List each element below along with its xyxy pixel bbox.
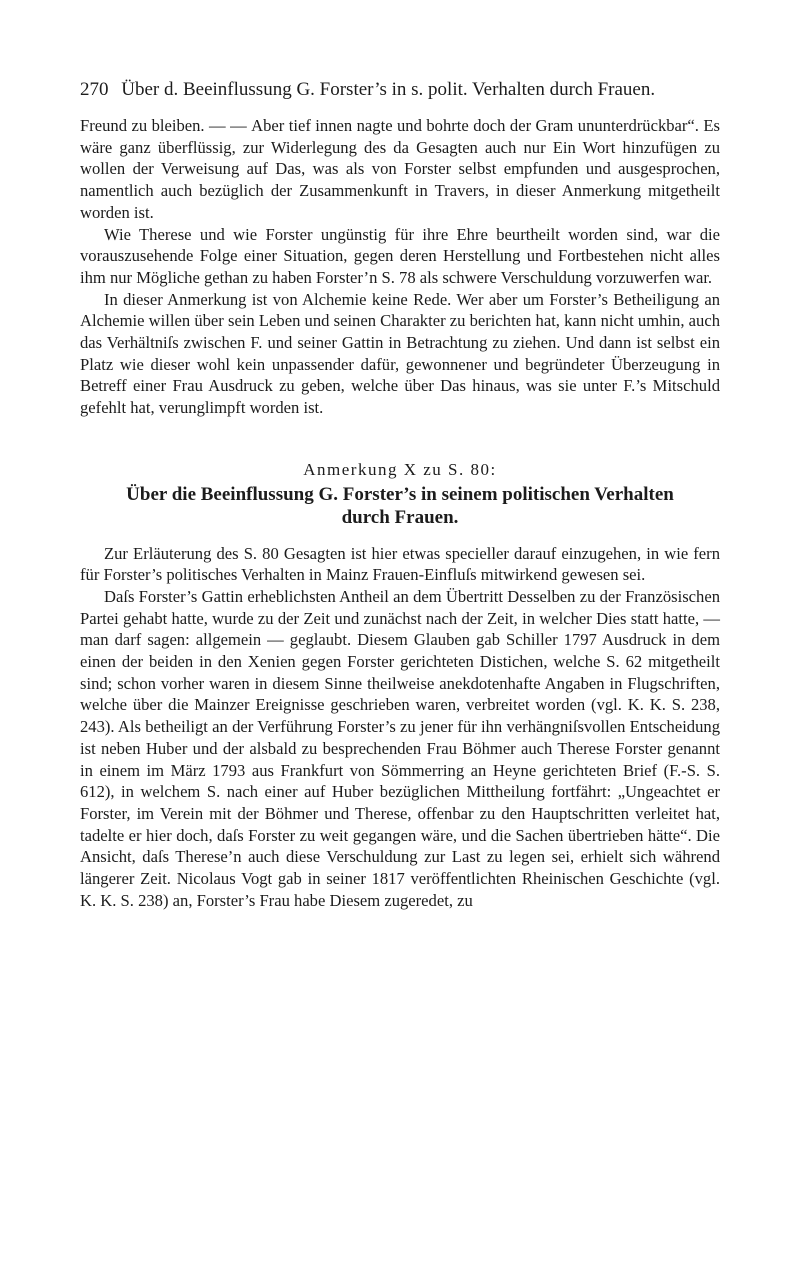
paragraph: In dieser Anmerkung ist von Alchemie keine Rede. Wer aber um Forster’s Betheiligung an Alchemie willen über sein Leben und seinen Charakter zu berichten hat, kann nicht umhin, auch das Verhältniſs zwischen F. und seiner Gattin in Betrachtung zu ziehen. Und dann ist selbst ein Platz wie dieser wohl kein unpassender dafür, gewonnener und begründeter Überzeugung in Betreff einer Frau Ausdruck zu geben, welche über Das hinaus, was sie unter F.’s Mitschuld gefehlt hat, verunglimpft worden ist. — [80, 289, 720, 418]
running-title: Über d. Beeinflussung G. Forster’s in s. polit. Verhalten durch Frauen. — [121, 79, 656, 100]
section-title-line-2: durch Frauen. — [341, 506, 459, 528]
body-text — [80, 115, 720, 912]
paragraph: Wie Therese und wie Forster ungünstig für ihre Ehre beurtheilt worden sind, war die vorauszusehende Folge einer Situation, gegen deren Herstellung und Fortbestehen nicht alles ihm nur Mögliche gethan zu haben Forster’n S. 78 als schwere Verschuldung vorzuwerfen war. — [80, 224, 720, 287]
section-title — [80, 483, 720, 529]
running-head — [80, 78, 720, 102]
page-number: 270 — [80, 79, 109, 100]
section-label: Anmerkung X zu S. 80: — [303, 459, 497, 479]
paragraph: Zur Erläuterung des S. 80 Gesagten ist hier etwas specieller darauf einzugehen, in wie fern für Forster’s politisches Verhalten in Mainz Frauen-Einfluſs mitwirkend gewesen sei. — [80, 543, 720, 585]
paragraph-continuation: Freund zu bleiben. — — Aber tief innen nagte und bohrte doch der Gram ununterdrückbar“. Es wäre ganz überflüssig, zur Widerlegung des da Gesagten auch nur Ein Wort hinzufügen zu wollen der Verweisung auf Das, was als von Forster selbst empfunden und ausgesprochen, namentlich auch bezüglich der Zusammenkunft in Travers, in dieser Anmerkung mitgetheilt worden ist. — [80, 116, 720, 222]
paragraph: Daſs Forster’s Gattin erheblichsten Antheil an dem Übertritt Desselben zu der Französischen Partei gehabt hatte, wurde zu der Zeit und zunächst nach der Zeit, in welcher Dies statt hatte, — man darf sagen: allgemein — geglaubt. Diesem Glauben gab Schiller 1797 Ausdruck in dem einen der beiden in den Xenien gegen Forster gerichteten Distichen, welche S. 62 mitgetheilt sind; schon vorher waren in diesem Sinne theilweise anekdotenhafte Angaben in Flugschriften, welche über die Mainzer Ereignisse geschrieben waren, verbreitet worden (vgl. K. K. S. 238, 243). Als betheiligt an der Verführung Forster’s zu jener für ihn verhängniſsvollen Entscheidung ist neben Huber und der alsbald zu besprechenden Frau Böhmer auch Therese Forster genannt in einem im März 1793 aus Frankfurt von Sömmerring an Heyne gerichteten Brief (F.-S. S. 612), in welchem S. nach einer auf Huber bezüglichen Mittheilung fortfährt: „Ungeachtet er Forster, im Verein mit der Böhmer und Therese, offenbar zu den Hauptschritten verleitet hat, tadelte er hier doch, daſs Forster zu weit gegangen wäre, und die Sachen übertrieben hätte“. Die Ansicht, daſs Therese’n auch diese Verschuldung zur Last zu legen sei, erhielt sich während längerer Zeit. Nicolaus Vogt gab in seiner 1817 veröffentlichten Rheinischen Geschichte (vgl. K. K. S. 238) an, Forster’s Frau habe Diesem zugeredet, zu — [80, 586, 720, 910]
section-title-line-1: Über die Beeinflussung G. Forster’s in seinem politischen Verhalten — [126, 483, 674, 505]
